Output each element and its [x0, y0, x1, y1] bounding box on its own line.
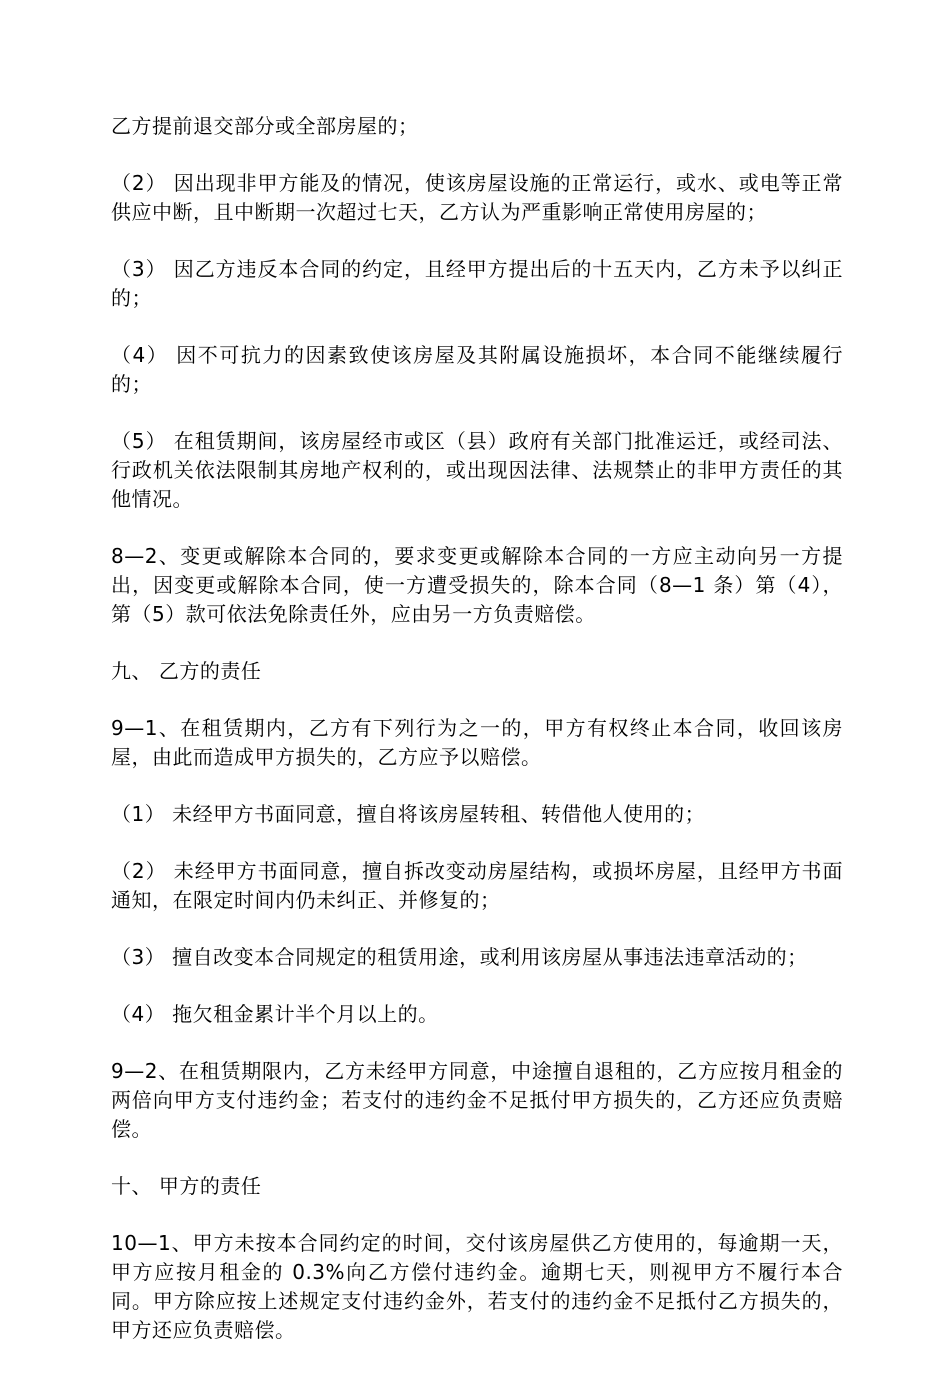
- section-heading-party-b-liability: 九、 乙方的责任: [111, 659, 262, 683]
- clause-10-1-late-delivery: 10—1、甲方未按本合同约定的时间，交付该房屋供乙方使用的，每逾期一天，甲方应按月租金的 0.3%向乙方偿付违约金。逾期七天，则视甲方不履行本合同。甲方除应按上述规定支付违约金外，若支付的违约金不足抵付乙方损失的，甲方还应负责赔偿。: [111, 1231, 843, 1342]
- clause-9-1-item-1-sublet: （1） 未经甲方书面同意，擅自将该房屋转租、转借他人使用的；: [111, 802, 706, 826]
- section-heading-party-a-liability: 十、 甲方的责任: [111, 1174, 262, 1198]
- clause-9-1-item-3-usage-change: （3） 擅自改变本合同规定的租赁用途，或利用该房屋从事违法违章活动的；: [111, 945, 808, 969]
- paragraph-early-return: 乙方提前退交部分或全部房屋的；: [111, 114, 419, 138]
- clause-8-2-change-or-termination: 8—2、变更或解除本合同的，要求变更或解除本合同的一方应主动向另一方提出，因变更或解除本合同，使一方遭受损失的，除本合同（8—1 条）第（4），第（5）款可依法免除责任外，应由另一方负责赔偿。: [111, 544, 843, 626]
- clause-9-2-early-withdrawal: 9—2、在租赁期限内，乙方未经甲方同意，中途擅自退租的，乙方应按月租金的两倍向甲方支付违约金；若支付的违约金不足抵付甲方损失的，乙方还应负责赔偿。: [111, 1059, 843, 1141]
- clause-item-4-force-majeure: （4） 因不可抗力的因素致使该房屋及其附属设施损坏，本合同不能继续履行的；: [111, 343, 843, 396]
- clause-9-1-party-b-violations: 9—1、在租赁期内，乙方有下列行为之一的，甲方有权终止本合同，收回该房屋，由此而造成甲方损失的，乙方应予以赔偿。: [111, 716, 843, 769]
- clause-9-1-item-4-rent-arrears: （4） 拖欠租金累计半个月以上的。: [111, 1002, 439, 1026]
- document-body: [111, 112, 843, 1373]
- clause-item-2-supply-interruption: （2） 因出现非甲方能及的情况，使该房屋设施的正常运行，或水、或电等正常供应中断，且中断期一次超过七天，乙方认为严重影响正常使用房屋的；: [111, 171, 843, 224]
- clause-item-3-breach-uncorrected: （3） 因乙方违反本合同的约定，且经甲方提出后的十五天内，乙方未予以纠正的；: [111, 257, 843, 310]
- clause-9-1-item-2-structure-alteration: （2） 未经甲方书面同意，擅自拆改变动房屋结构，或损坏房屋，且经甲方书面通知，在限定时间内仍未纠正、并修复的；: [111, 859, 843, 912]
- clause-item-5-government-relocation: （5） 在租赁期间，该房屋经市或区（县）政府有关部门批准运迁，或经司法、行政机关依法限制其房地产权利的，或出现因法律、法规禁止的非甲方责任的其他情况。: [111, 429, 843, 511]
